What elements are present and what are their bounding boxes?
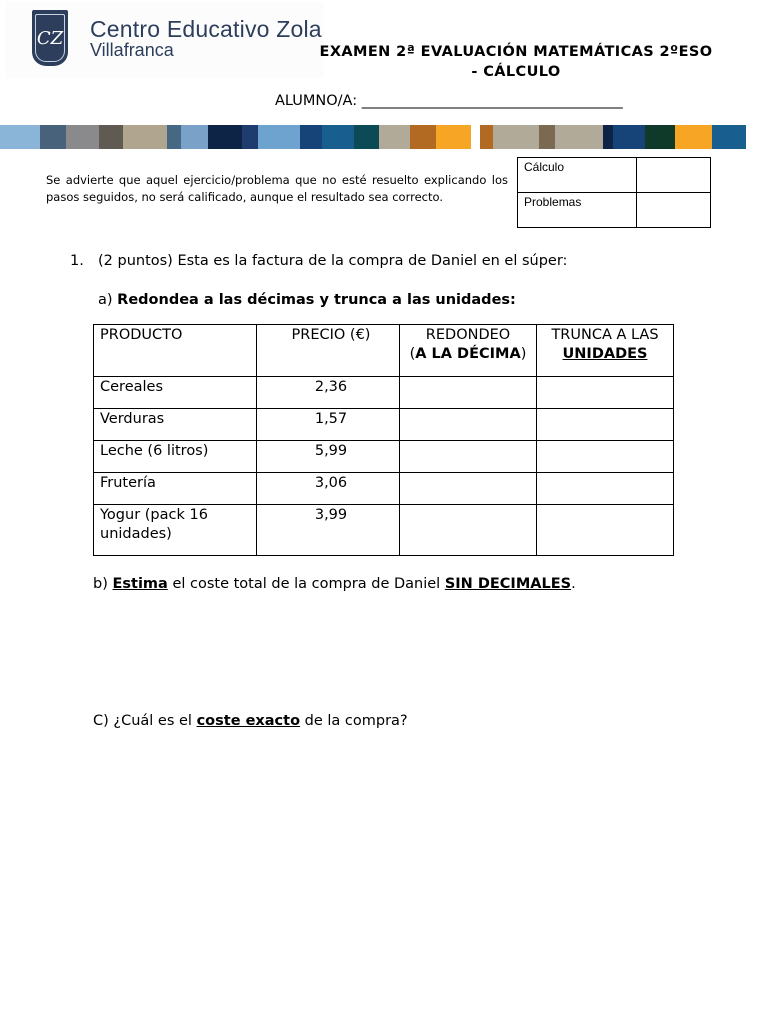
rounding-answer-cell[interactable]	[400, 441, 537, 473]
part-b-emphasis-no-decimals: SIN DECIMALES	[444, 576, 572, 592]
rounding-answer-cell[interactable]	[400, 505, 537, 556]
color-stripe	[208, 125, 242, 149]
school-name: Centro Educativo Zola	[90, 16, 322, 42]
crest-monogram: CZ	[35, 14, 65, 62]
color-stripe	[300, 125, 322, 149]
truncation-answer-cell[interactable]	[537, 377, 674, 409]
product-cell: Leche (6 litros)	[94, 441, 257, 473]
product-cell: Yogur (pack 16 unidades)	[94, 505, 257, 556]
color-stripe	[555, 125, 603, 149]
price-cell: 5,99	[257, 441, 400, 473]
truncation-answer-cell[interactable]	[537, 409, 674, 441]
truncation-answer-cell[interactable]	[537, 441, 674, 473]
color-stripe	[242, 125, 258, 149]
header-rounding	[400, 325, 537, 377]
part-a-instruction: Redondea a las décimas y trunca a las unidades:	[117, 292, 516, 308]
price-cell: 2,36	[257, 377, 400, 409]
paren-close: )	[520, 346, 527, 362]
part-a-prefix: a)	[98, 292, 113, 308]
table-row	[94, 505, 674, 556]
header-truncation-line1: TRUNCA A LAS	[551, 327, 659, 343]
truncation-answer-cell[interactable]	[537, 505, 674, 556]
table-row	[94, 473, 674, 505]
color-stripe	[0, 125, 40, 149]
header-truncation-emphasis: UNIDADES	[562, 346, 648, 362]
product-cell: Cereales	[94, 377, 257, 409]
score-value-problemas[interactable]	[637, 193, 711, 228]
color-stripe	[471, 125, 480, 149]
header-price: PRECIO (€)	[257, 325, 400, 377]
question-1c	[93, 713, 408, 729]
score-label-calculo: Cálculo	[518, 158, 637, 193]
rounding-answer-cell[interactable]	[400, 473, 537, 505]
header-product: PRODUCTO	[94, 325, 257, 377]
color-stripe	[66, 125, 99, 149]
color-stripe	[712, 125, 746, 149]
school-crest-icon	[32, 10, 68, 66]
color-stripe	[436, 125, 471, 149]
question-1b	[93, 576, 576, 592]
decorative-color-band	[0, 125, 768, 149]
invoice-table	[93, 324, 674, 556]
exam-title-line1: EXAMEN 2ª EVALUACIÓN MATEMÁTICAS 2ºESO	[319, 44, 713, 60]
score-row	[518, 158, 711, 193]
score-value-calculo[interactable]	[637, 158, 711, 193]
part-c-emphasis: coste exacto	[196, 713, 301, 729]
header-rounding-emphasis: A LA DÉCIMA	[415, 346, 521, 362]
question-1a	[98, 292, 516, 308]
table-row	[94, 409, 674, 441]
header-rounding-line2	[406, 345, 530, 364]
color-stripe	[354, 125, 379, 149]
color-stripe	[493, 125, 539, 149]
color-stripe	[181, 125, 208, 149]
school-logo	[6, 2, 324, 78]
price-cell: 3,99	[257, 505, 400, 556]
exam-title	[306, 42, 726, 82]
question-text: (2 puntos) Esta es la factura de la compra de Daniel en el súper:	[98, 253, 568, 269]
table-row	[94, 377, 674, 409]
exam-title-line2: - CÁLCULO	[471, 64, 561, 80]
color-stripe	[603, 125, 613, 149]
color-stripe	[379, 125, 410, 149]
table-row	[94, 441, 674, 473]
school-town: Villafranca	[90, 40, 174, 60]
color-stripe	[40, 125, 66, 149]
color-stripe	[539, 125, 555, 149]
part-b-suffix: .	[571, 576, 576, 592]
header-truncation	[537, 325, 674, 377]
product-cell: Frutería	[94, 473, 257, 505]
question-number: 1.	[70, 253, 84, 269]
color-stripe	[258, 125, 300, 149]
student-name-field[interactable]	[275, 93, 623, 109]
score-row	[518, 193, 711, 228]
color-stripe	[167, 125, 181, 149]
color-stripe	[645, 125, 675, 149]
color-stripe	[675, 125, 712, 149]
paren-open: (	[409, 346, 416, 362]
question-1	[70, 253, 567, 269]
color-stripe	[480, 125, 493, 149]
product-cell: Verduras	[94, 409, 257, 441]
color-stripe	[99, 125, 123, 149]
score-label-problemas: Problemas	[518, 193, 637, 228]
part-b-emphasis-estimate: Estima	[112, 576, 168, 592]
student-label: ALUMNO/A:	[275, 93, 358, 109]
part-c-prefix: C) ¿Cuál es el	[93, 713, 192, 729]
warning-notice: Se advierte que aquel ejercicio/problema que no esté resuelto explicando los pasos seguidos, no será calificado, aunque el resultado sea correcto.	[46, 173, 508, 204]
price-cell: 1,57	[257, 409, 400, 441]
score-table	[517, 157, 711, 228]
invoice-header-row	[94, 325, 674, 377]
color-stripe	[123, 125, 167, 149]
part-b-prefix: b)	[93, 576, 108, 592]
rounding-answer-cell[interactable]	[400, 409, 537, 441]
part-c-suffix: de la compra?	[304, 713, 408, 729]
truncation-answer-cell[interactable]	[537, 473, 674, 505]
color-stripe	[410, 125, 436, 149]
color-stripe	[322, 125, 354, 149]
color-stripe	[613, 125, 645, 149]
header-rounding-line1: REDONDEO	[425, 327, 511, 343]
student-name-blank: ____________________________________	[361, 93, 623, 109]
rounding-answer-cell[interactable]	[400, 377, 537, 409]
part-b-text: el coste total de la compra de Daniel	[172, 576, 441, 592]
price-cell: 3,06	[257, 473, 400, 505]
